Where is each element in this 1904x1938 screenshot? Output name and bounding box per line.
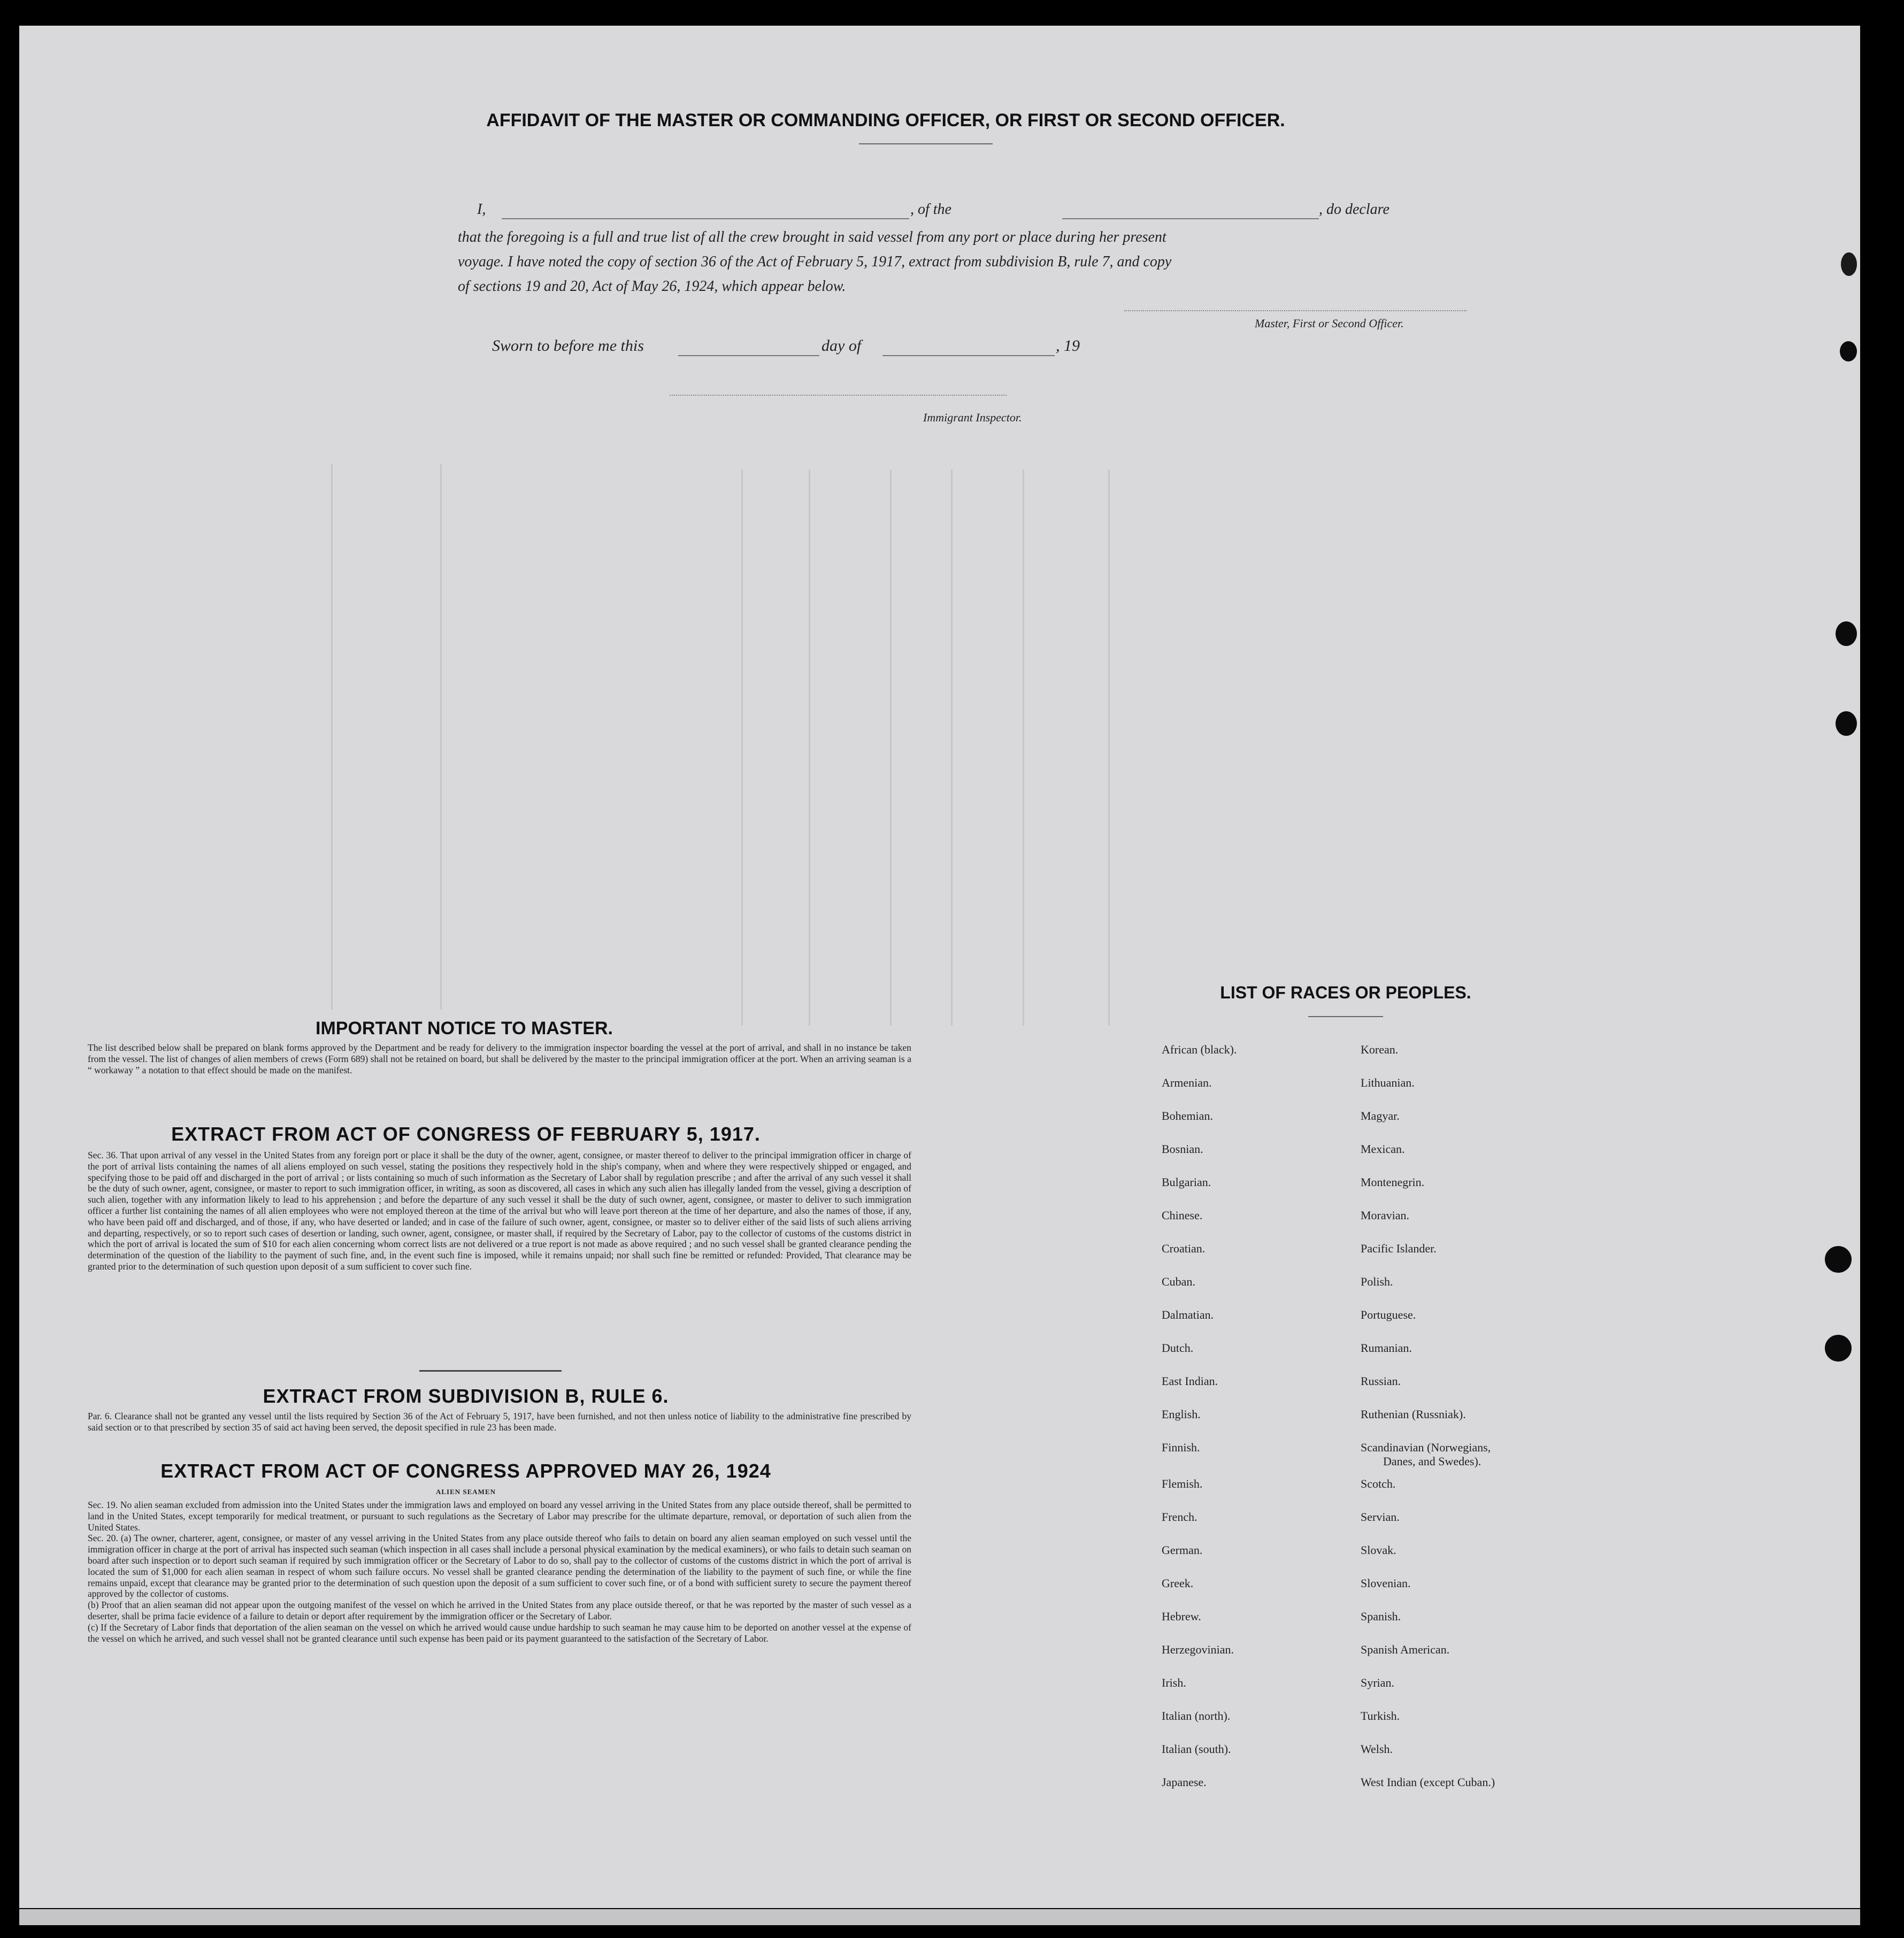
sec-20c-text: (c) If the Secretary of Labor finds that deportation of the alien seaman on the vessel on which he arrived would cause undue hardship to such seaman he may cause him to be deported on another vessel at the expense of the vessel on which he arrived, and such vessel shall not be granted clearance until such expense has been paid or its payment guaranteed to the satisfaction of the Secretary of Labor. bbox=[88, 1621, 911, 1644]
race-item: Bosnian. bbox=[1162, 1142, 1203, 1156]
sec-19-text: Sec. 19. No alien seaman excluded from admission into the United States under the immigration laws and employed on board any vessel arriving in the United States from any place outside thereof, shall be permitted to land in the United States, except temporarily for medical treatment, or pursuant to such regulations as the Secretary of Labor may prescribe for the ultimate departure, removal, or deportation of such alien from the United States. bbox=[88, 1499, 911, 1533]
day-blank-line[interactable] bbox=[678, 355, 819, 356]
race-item: English. bbox=[1162, 1408, 1201, 1421]
race-item: West Indian (except Cuban.) bbox=[1361, 1775, 1495, 1789]
race-item-continuation: Danes, and Swedes). bbox=[1383, 1455, 1481, 1468]
race-item: Dalmatian. bbox=[1162, 1308, 1214, 1321]
race-item: Armenian. bbox=[1162, 1076, 1212, 1089]
affidavit-of-the: , of the bbox=[910, 201, 951, 218]
inspector-signature-line[interactable] bbox=[670, 395, 1007, 396]
races-left-column bbox=[1162, 1043, 1354, 1818]
race-item: Spanish American. bbox=[1361, 1643, 1450, 1656]
race-item: Polish. bbox=[1361, 1275, 1393, 1288]
race-item: Syrian. bbox=[1361, 1676, 1394, 1689]
sworn-text: Sworn to before me this bbox=[492, 337, 644, 355]
race-item: Portuguese. bbox=[1361, 1308, 1416, 1321]
race-item: Bulgarian. bbox=[1162, 1175, 1211, 1189]
punch-hole bbox=[1840, 341, 1857, 362]
extract-1917-title: EXTRACT FROM ACT OF CONGRESS OF FEBRUARY 5, 1917. bbox=[171, 1123, 761, 1145]
race-item: Flemish. bbox=[1162, 1477, 1203, 1490]
race-item: French. bbox=[1162, 1510, 1197, 1524]
race-item: Mexican. bbox=[1361, 1142, 1405, 1156]
sec-20b-text: (b) Proof that an alien seaman did not appear upon the outgoing manifest of the vessel on which he arrived in the United States from any place outside thereof, or that he was reported by the master of such vessel as a deserter, shall be prima facie evidence of a failure to detain or deport after requirement by the immigration officer or the Secretary of Labor. bbox=[88, 1599, 911, 1621]
inspector-label: Immigrant Inspector. bbox=[923, 411, 1022, 424]
race-item: Servian. bbox=[1361, 1510, 1400, 1524]
affidavit-do-declare: , do declare bbox=[1319, 201, 1389, 218]
extract-1924-body bbox=[88, 1499, 911, 1644]
race-item: Hebrew. bbox=[1162, 1610, 1201, 1623]
name-blank-line[interactable] bbox=[502, 218, 909, 219]
race-item: Scotch. bbox=[1361, 1477, 1396, 1490]
race-item: Italian (south). bbox=[1162, 1742, 1231, 1756]
race-item: Chinese. bbox=[1162, 1209, 1203, 1222]
rule-6-title: EXTRACT FROM SUBDIVISION B, RULE 6. bbox=[263, 1385, 669, 1407]
punch-hole bbox=[1841, 252, 1857, 276]
race-item: Lithuanian. bbox=[1361, 1076, 1415, 1089]
affidavit-line-3: voyage. I have noted the copy of section 36 of the Act of February 5, 1917, extract from subdivision B, rule 7, and copy bbox=[458, 253, 1172, 270]
affidavit-line-4: of sections 19 and 20, Act of May 26, 1924, which appear below. bbox=[458, 278, 846, 295]
notice-body: The list described below shall be prepared on blank forms approved by the Department and be ready for delivery to the immigration inspector boarding the vessel at the port of arrival, and shall in no instance be taken from the vessel. The list of changes of alien members of crews (Form 689) shall not be retained on board, but shall be delivered by the master to the principal immigration officer at the port. When an arriving seaman is a “ workaway ” a notation to that effect should be made on the manifest. bbox=[88, 1042, 911, 1075]
master-signature-line[interactable] bbox=[1124, 310, 1467, 311]
year-text: , 19 bbox=[1056, 337, 1080, 355]
punch-hole bbox=[1825, 1335, 1852, 1362]
punch-hole bbox=[1836, 621, 1857, 646]
rule-6-body: Par. 6. Clearance shall not be granted any vessel until the lists required by Section 36 of the Act of February 5, 1917, have been furnished, and not then unless notice of liability to the administrative fine prescribed by said section or to that prescribed by section 35 of said act having been served, the deposit specified in rule 23 has been made. bbox=[88, 1411, 911, 1433]
sworn-line bbox=[492, 337, 1187, 364]
race-item: Moravian. bbox=[1361, 1209, 1410, 1222]
punch-hole bbox=[1836, 711, 1857, 736]
race-item: African (black). bbox=[1162, 1043, 1237, 1056]
section-divider bbox=[419, 1370, 562, 1372]
extract-1917-body: Sec. 36. That upon arrival of any vessel in the United States from any foreign port or place it shall be the duty of the owner, agent, consignee, or master thereof to deliver to the principal immigration officer in charge of the port of arrival lists containing the names of all aliens employed on such vessel, stating the positions they respectively hold in the ship's company, when and where they were respectively shipped or engaged, and specifying those to be paid off and discharged in the port of arrival ; or lists containing so much of such information as the Secretary of Labor shall by regulation prescribe ; and after the arrival of any such vessel it shall be the duty of such owner, agent, consignee, or master to report to such immigration officer, in writing, as soon as discovered, all cases in which any such alien has illegally landed from the vessel, giving a description of such alien, together with any information likely to lead to his apprehension ; and before the departure of any such vessel it shall be the duty of such owner, agent, consignee, or master to deliver to such immigration officer a further list containing the names of all alien employees who were not employed thereon at the time of the arrival but who will leave port thereon at the time of her departure, and also the names of those, if any, who have been paid off and discharged, and of those, if any, who have deserted or landed; and in case of the failure of such owner, agent, consignee, or master so to deliver either of the said lists of such aliens arriving and departing, respectively, or so to report such cases of desertion or landing, such owner, agent, consignee, or master shall, if required by the Secretary of Labor, pay to the collector of customs of the customs district in which the port of arrival is located the sum of $10 for each alien concerning whom correct lists are not delivered or a true report is not made as above required ; and no such vessel shall be granted clearance pending the determination of the question of the liability to the payment of such fine, and, in the event such fine is imposed, while it remains unpaid; nor shall such fine be remitted or refunded: Provided, That clearance may be granted prior to the determination of such question upon deposit of a sum sufficient to cover such fine. bbox=[88, 1150, 911, 1272]
race-item: Dutch. bbox=[1162, 1341, 1194, 1355]
races-title: LIST OF RACES OR PEOPLES. bbox=[1220, 983, 1471, 1002]
races-title-rule bbox=[1308, 1016, 1383, 1017]
affidavit-i: I, bbox=[477, 201, 486, 218]
race-item: Scandinavian (Norwegians, bbox=[1361, 1441, 1491, 1454]
race-item: Italian (north). bbox=[1162, 1709, 1231, 1722]
race-item: Spanish. bbox=[1361, 1610, 1401, 1623]
affidavit-title: AFFIDAVIT OF THE MASTER OR COMMANDING OFFICER, OR FIRST OR SECOND OFFICER. bbox=[486, 110, 1285, 130]
race-item: Turkish. bbox=[1361, 1709, 1400, 1722]
race-item: Montenegrin. bbox=[1361, 1175, 1425, 1189]
race-item: Magyar. bbox=[1361, 1109, 1400, 1122]
page-bottom-edge bbox=[19, 1909, 1860, 1925]
race-item: Japanese. bbox=[1162, 1775, 1207, 1789]
punch-hole bbox=[1825, 1246, 1852, 1273]
race-item: Welsh. bbox=[1361, 1742, 1393, 1756]
notice-title: IMPORTANT NOTICE TO MASTER. bbox=[316, 1018, 613, 1039]
race-item: Herzegovinian. bbox=[1162, 1643, 1234, 1656]
affidavit-line-2: that the foregoing is a full and true list of all the crew brought in said vessel from any port or place during her present bbox=[458, 229, 1166, 245]
race-item: Bohemian. bbox=[1162, 1109, 1213, 1122]
sec-20a-text: Sec. 20. (a) The owner, charterer, agent, consignee, or master of any vessel arriving in the United States from any place outside thereof who fails to detain on board any alien seaman employed on such vessel until the immigration officer in charge at the port of arrival has inspected such seaman (which inspection in all cases shall include a personal physical examination by the medical examiners), or who fails to detain such seaman on board after such inspection or to deport such seaman if required by such immigration officer or the Secretary of Labor to do so, shall pay to the collector of customs of the customs district in which the port of arrival is located the sum of $1,000 for each alien seaman in respect of whom such failure occurs. No vessel shall be granted clearance pending the determination of the liability to the payment of such fine, or while the fine remains unpaid, except that clearance may be granted prior to the determination of such question upon the deposit of a sum sufficient to cover such fine, or of a bond with sufficient surety to secure the payment thereof approved by the collector of customs. bbox=[88, 1533, 911, 1599]
race-item: Croatian. bbox=[1162, 1242, 1206, 1255]
race-item: German. bbox=[1162, 1543, 1203, 1557]
affidavit-title-rule bbox=[859, 143, 993, 144]
race-item: Greek. bbox=[1162, 1576, 1194, 1590]
month-blank-line[interactable] bbox=[882, 355, 1055, 356]
race-item: Rumanian. bbox=[1361, 1341, 1412, 1355]
race-item: Slovak. bbox=[1361, 1543, 1396, 1557]
extract-1924-title: EXTRACT FROM ACT OF CONGRESS APPROVED MAY 26, 1924 bbox=[160, 1460, 771, 1482]
race-item: Cuban. bbox=[1162, 1275, 1195, 1288]
race-item: Finnish. bbox=[1162, 1441, 1200, 1454]
race-item: Slovenian. bbox=[1361, 1576, 1411, 1590]
extract-1924-subtitle: ALIEN SEAMEN bbox=[435, 1488, 496, 1496]
race-item: Russian. bbox=[1361, 1374, 1401, 1388]
race-item: Ruthenian (Russniak). bbox=[1361, 1408, 1466, 1421]
day-of-text: day of bbox=[822, 337, 862, 355]
race-item: Korean. bbox=[1361, 1043, 1399, 1056]
race-item: Pacific Islander. bbox=[1361, 1242, 1437, 1255]
vessel-blank-line[interactable] bbox=[1062, 218, 1319, 219]
races-right-column bbox=[1361, 1043, 1607, 1818]
race-item: Irish. bbox=[1162, 1676, 1186, 1689]
document-page bbox=[19, 26, 1860, 1908]
affidavit-line-1 bbox=[458, 201, 1511, 228]
master-signature-label: Master, First or Second Officer. bbox=[1255, 317, 1404, 330]
race-item: East Indian. bbox=[1162, 1374, 1218, 1388]
